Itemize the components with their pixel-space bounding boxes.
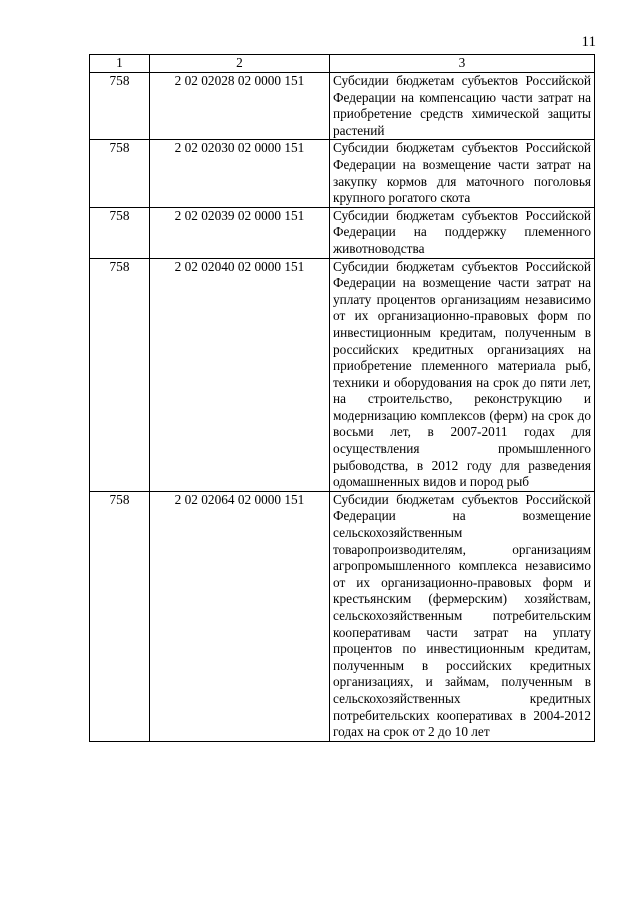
budget-revenue-table (89, 54, 595, 742)
admin-code-cell: 758 (90, 140, 150, 207)
table-row (90, 140, 595, 207)
page-number: 11 (581, 34, 596, 50)
admin-code-cell: 758 (90, 491, 150, 741)
budget-code-cell: 2 02 02028 02 0000 151 (150, 73, 330, 140)
budget-code-cell: 2 02 02039 02 0000 151 (150, 207, 330, 258)
description-cell: Субсидии бюджетам субъектов Российской Федерации на возмещение части затрат на закупку кормов для маточного поголовья крупного рогатого скота (330, 140, 595, 207)
description-cell: Субсидии бюджетам субъектов Российской Федерации на поддержку племенного животноводства (330, 207, 595, 258)
table-row (90, 73, 595, 140)
description-cell: Субсидии бюджетам субъектов Российской Федерации на компенсацию части затрат на приобретение средств химической защиты растений (330, 73, 595, 140)
column-header-3: 3 (330, 55, 595, 73)
table-row (90, 491, 595, 741)
column-header-2: 2 (150, 55, 330, 73)
admin-code-cell: 758 (90, 258, 150, 491)
description-cell: Субсидии бюджетам субъектов Российской Федерации на возмещение сельскохозяйственным товаропроизводителям, организациям агропромышленного комплекса независимо от их организационно-правовых форм и крестьянским (фермерским) хозяйствам, сельскохозяйственным потребительским кооперативам части затрат на уплату процентов по инвестиционным кредитам, полученным в российских кредитных организациях, и займам, полученным в сельскохозяйственных кредитных потребительских кооперативах в 2004-2012 годах на срок от 2 до 10 лет (330, 491, 595, 741)
admin-code-cell: 758 (90, 207, 150, 258)
table-row (90, 207, 595, 258)
column-header-1: 1 (90, 55, 150, 73)
table-row (90, 258, 595, 491)
budget-code-cell: 2 02 02030 02 0000 151 (150, 140, 330, 207)
admin-code-cell: 758 (90, 73, 150, 140)
budget-code-cell: 2 02 02064 02 0000 151 (150, 491, 330, 741)
budget-code-cell: 2 02 02040 02 0000 151 (150, 258, 330, 491)
description-cell: Субсидии бюджетам субъектов Российской Федерации на возмещение части затрат на уплату процентов организациям независимо от их организационно-правовых форм по инвестиционным кредитам, полученным в российских кредитных организациях на приобретение племенного материала рыб, техники и оборудования на срок до пяти лет, на строительство, реконструкцию и модернизацию комплексов (ферм) на срок до восьми лет, в 2007-2011 годах для осуществления промышленного рыбоводства, в 2012 году для разведения одомашненных видов и пород рыб (330, 258, 595, 491)
table-header-row (90, 55, 595, 73)
